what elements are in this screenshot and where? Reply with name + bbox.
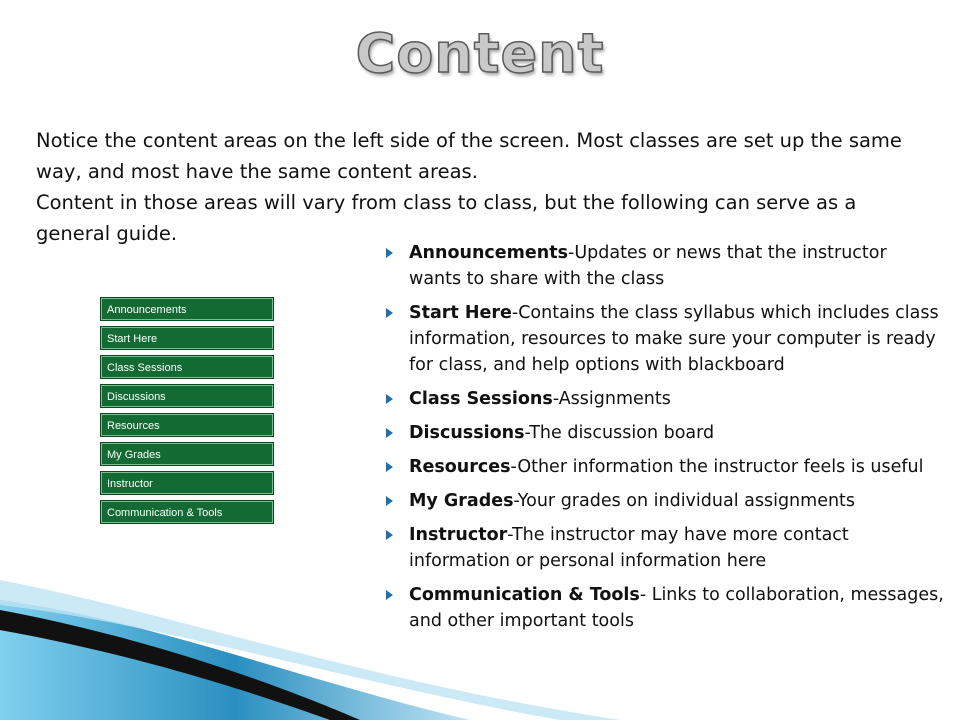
list-description: -The instructor may have more contact information or personal information here [409,525,849,571]
arrow-bullet-icon [386,394,393,404]
list-term: Instructor [409,525,508,545]
list-description: -Your grades on individual assignments [513,491,856,511]
list-term: Start Here [409,303,512,323]
list-description: -Other information the instructor feels is useful [510,457,924,477]
list-term: Class Sessions [409,389,553,409]
arrow-bullet-icon [386,428,393,438]
list-term: Discussions [409,423,525,443]
menu-item-communication-tools[interactable]: Communication & Tools [100,500,274,524]
list-item [384,300,944,378]
list-item [384,420,944,446]
list-item [384,454,944,480]
swoosh-blue-band [0,600,470,720]
decorative-swoosh [0,560,960,720]
intro-text [36,125,926,249]
list-item [384,240,944,292]
arrow-bullet-icon [386,496,393,506]
list-item [384,488,944,514]
arrow-bullet-icon [386,530,393,540]
list-description: -Updates or news that the instructor wants to share with the class [409,243,887,289]
menu-item-my-grades[interactable]: My Grades [100,442,274,466]
list-term: My Grades [409,491,514,511]
menu-item-announcements[interactable]: Announcements [100,297,274,321]
list-description: -The discussion board [524,423,715,443]
list-item [384,386,944,412]
arrow-bullet-icon [386,462,393,472]
menu-item-resources[interactable]: Resources [100,413,274,437]
list-term: Communication & Tools [409,585,640,605]
intro-paragraph-2: Content in those areas will vary from class to class, but the following can serve as a general guide. [36,191,857,245]
arrow-bullet-icon [386,308,393,318]
slide-title: Content [355,22,605,85]
intro-paragraph-1: Notice the content areas on the left side of the screen. Most classes are set up the same way, and most have the same content areas. [36,129,902,183]
list-term: Announcements [409,243,568,263]
menu-item-instructor[interactable]: Instructor [100,471,274,495]
course-menu [100,297,274,529]
list-description: -Contains the class syllabus which includes class information, resources to make sure your computer is ready for class, and help options with blackboard [409,303,939,375]
menu-item-discussions[interactable]: Discussions [100,384,274,408]
list-description: -Assignments [552,389,671,409]
menu-item-start-here[interactable]: Start Here [100,326,274,350]
list-description: - Links to collaboration, messages, and other important tools [409,585,944,631]
arrow-bullet-icon [386,248,393,258]
menu-item-class-sessions[interactable]: Class Sessions [100,355,274,379]
list-term: Resources [409,457,511,477]
